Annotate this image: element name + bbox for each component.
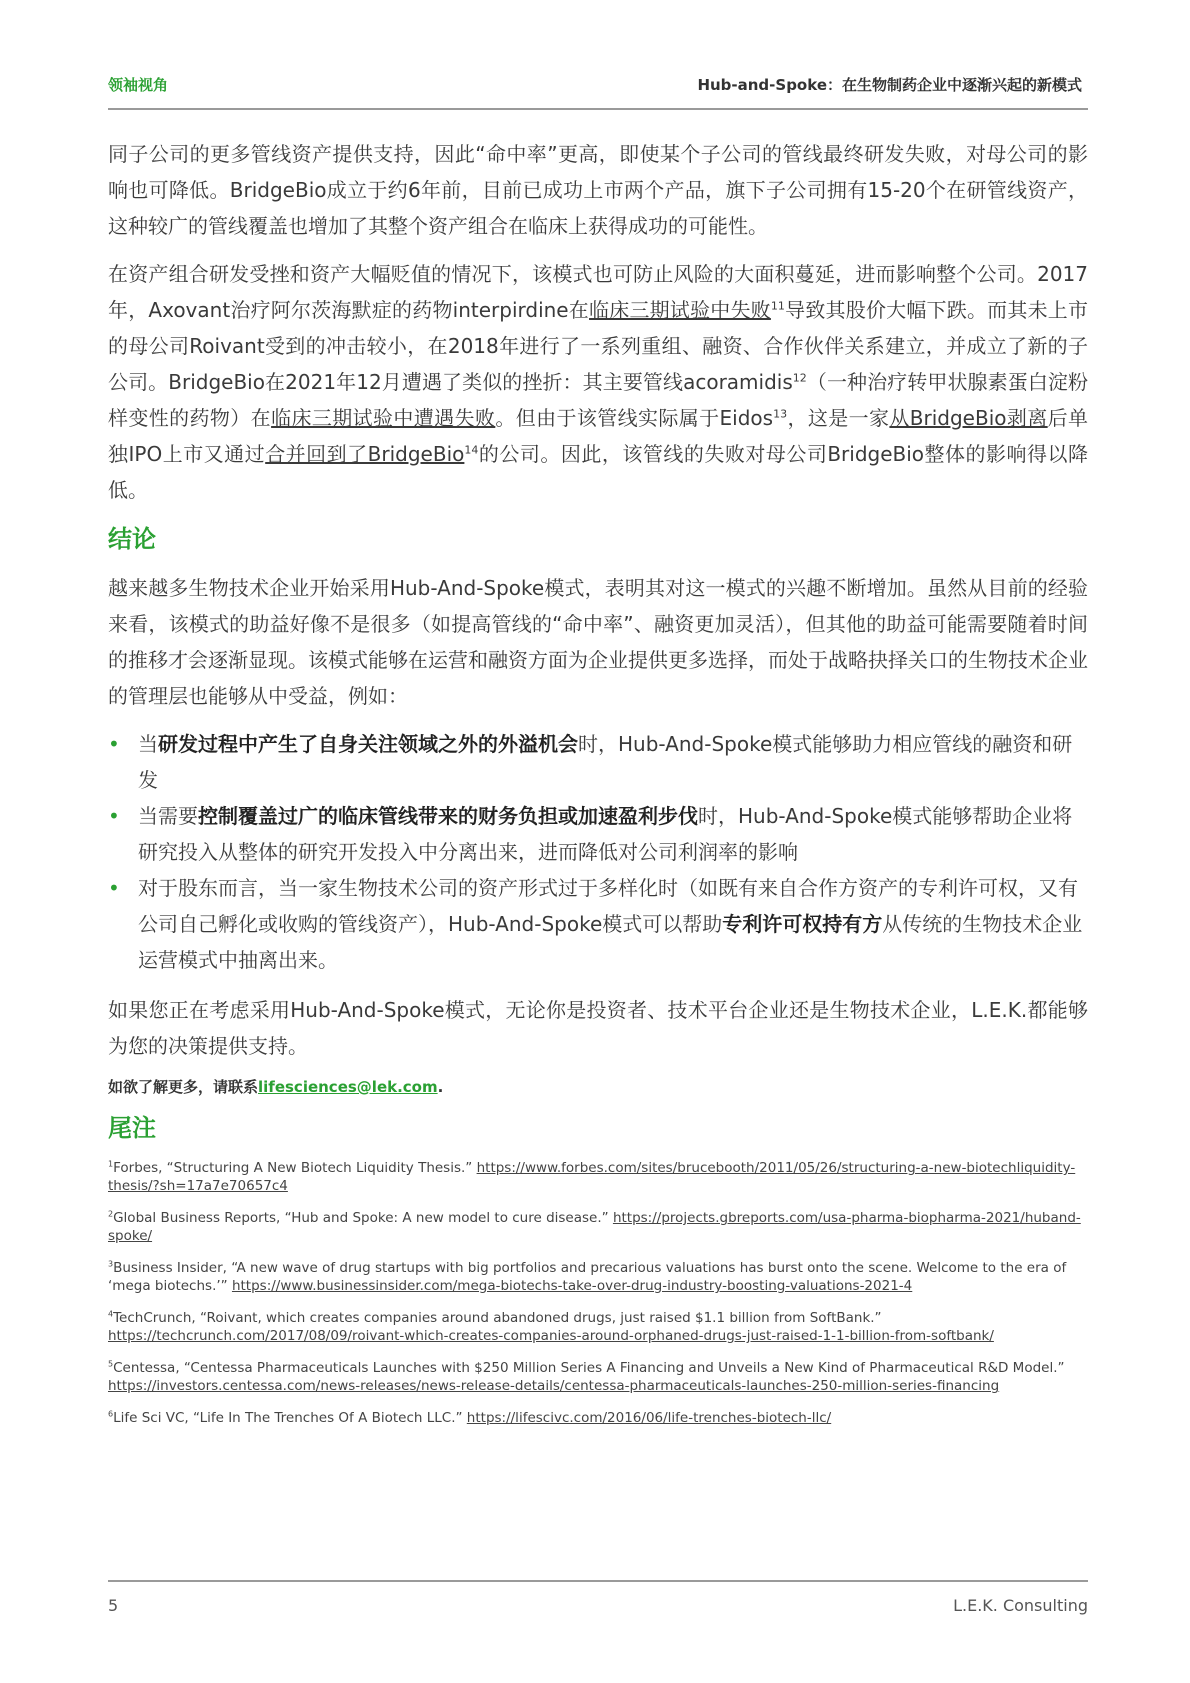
main-content <box>108 136 1088 1441</box>
link-merge-back[interactable]: 合并回到了BridgeBio <box>265 442 465 466</box>
contact-email-link[interactable]: lifesciences@lek.com <box>258 1078 438 1096</box>
list-item: • 当需要控制覆盖过广的临床管线带来的财务负担或加速盈利步伐时，Hub-And-Spoke模式能够帮助企业将研究投入从整体的研究开发投入中分离出来，进而降低对公司利润率的影响 <box>108 798 1088 870</box>
conclusion-closing: 如果您正在考虑采用Hub-And-Spoke模式，无论你是投资者、技术平台企业还是生物技术企业，L.E.K.都能够为您的决策提供支持。 <box>108 998 1088 1058</box>
page-footer <box>108 1596 1088 1620</box>
link-spinoff[interactable]: 从BridgeBio剥离 <box>889 406 1048 430</box>
section-label: 领袖视角 <box>108 76 169 94</box>
endnote-link[interactable]: https://investors.centessa.com/news-releases/news-release-details/centessa-pharmaceuticals-launches-250-million-series-financing <box>108 1378 1000 1394</box>
endnote: $^2$Global Business Reports, “Hub and Spoke: A new model to cure disease.” https://projects.gbreports.com/usa-pharma-biopharma-2021/huband-spoke/ <box>108 1209 1081 1244</box>
endnote: $^5$Centessa, “Centessa Pharmaceuticals Launches with $250 Million Series A Financing and Unveils a New Kind of Pharmaceutical R&D Model.” https://investors.centessa.com/news-releases/news-release-details/centessa-pharmaceuticals-launches-250-million-series-financing <box>108 1359 1065 1394</box>
endnote: $^4$TechCrunch, “Roivant, which creates companies around abandoned drugs, just raised $1.1 billion from SoftBank.” https://techcrunch.com/2017/08/09/roivant-which-creates-companies-around-orphaned-drugs-just-raised-1-1-billion-from-softbank/ <box>108 1309 994 1344</box>
conclusion-heading: 结论 <box>108 525 156 553</box>
link-phase3-setback[interactable]: 临床三期试验中遭遇失败 <box>271 406 496 430</box>
list-item: • 对于股东而言，当一家生物技术公司的资产形式过于多样化时（如既有来自合作方资产的专利许可权，又有公司自己孵化或收购的管线资产），Hub-And-Spoke模式可以帮助专利许可权持有方从传统的生物技术企业运营模式中抽离出来。 <box>108 870 1088 978</box>
header-divider <box>108 108 1088 110</box>
document-title: Hub-and-Spoke：在生物制药企业中逐渐兴起的新模式 <box>697 76 1082 94</box>
endnotes-heading: 尾注 <box>108 1114 156 1142</box>
page-header <box>108 74 1082 98</box>
endnote-link[interactable]: https://www.forbes.com/sites/brucebooth/2011/05/26/structuring-a-new-biotechliquidity-thesis/?sh=17a7e70657c4 <box>108 1160 1076 1194</box>
page-number: 5 <box>108 1596 119 1615</box>
footer-divider <box>108 1580 1088 1582</box>
paragraph-2: 在资产组合研发受挫和资产大幅贬值的情况下，该模式也可防止风险的大面积蔓延，进而影响整个公司。2017年，Axovant治疗阿尔茨海默症的药物interpirdine在临床三期试验中失败$^{11}$导致其股价大幅下跌。而其未上市的母公司Roivant受到的冲击较小，在2018年进行了一系列重组、融资、合作伙伴关系建立，并成立了新的子公司。BridgeBio在2021年12月遭遇了类似的挫折：其主要管线acoramidis$^{12}$（一种治疗转甲状腺素蛋白淀粉样变性的药物）在临床三期试验中遭遇失败。但由于该管线实际属于Eidos$^{13}$，这是一家从BridgeBio剥离后单独IPO上市又通过合并回到了BridgeBio$^{14}$的公司。因此，该管线的失败对母公司BridgeBio整体的影响得以降低。 <box>108 262 1089 502</box>
bullet-icon: • <box>108 732 120 756</box>
endnote-link[interactable]: https://projects.gbreports.com/usa-pharma-biopharma-2021/huband-spoke/ <box>108 1210 1081 1244</box>
conclusion-intro: 越来越多生物技术企业开始采用Hub-And-Spoke模式，表明其对这一模式的兴趣不断增加。虽然从目前的经验来看，该模式的助益好像不是很多（如提高管线的“命中率”、融资更加灵活），但其他的助益可能需要随着时间的推移才会逐渐显现。该模式能够在运营和融资方面为企业提供更多选择，而处于战略抉择关口的生物技术企业的管理层也能够从中受益，例如： <box>108 576 1088 708</box>
benefit-list <box>108 726 1088 978</box>
endnote-link[interactable]: https://lifescivc.com/2016/06/life-trenches-biotech-llc/ <box>466 1410 832 1426</box>
endnote-link[interactable]: https://techcrunch.com/2017/08/09/roivant-which-creates-companies-around-orphaned-drugs-just-raised-1-1-billion-from-softbank/ <box>108 1328 994 1344</box>
endnote: $^6$Life Sci VC, “Life In The Trenches Of A Biotech LLC.” https://lifescivc.com/2016/06/life-trenches-biotech-llc/ <box>108 1409 832 1426</box>
list-item: • 当研发过程中产生了自身关注领域之外的外溢机会时，Hub-And-Spoke模式能够助力相应管线的融资和研发 <box>108 726 1088 798</box>
bullet-icon: • <box>108 876 120 900</box>
endnote: $^3$Business Insider, “A new wave of drug startups with big portfolios and precarious valuations has burst onto the scene. Welcome to the era of ‘mega biotechs.’” https://www.businessinsider.com/mega-biotechs-take-over-drug-industry-boosting-valuations-2021-4 <box>108 1259 1067 1294</box>
endnote: $^1$Forbes, “Structuring A New Biotech Liquidity Thesis.” https://www.forbes.com/sites/brucebooth/2011/05/26/structuring-a-new-biotechliquidity-thesis/?sh=17a7e70657c4 <box>108 1159 1076 1194</box>
paragraph-1: 同子公司的更多管线资产提供支持，因此“命中率”更高，即使某个子公司的管线最终研发失败，对母公司的影响也可降低。BridgeBio成立于约6年前，目前已成功上市两个产品，旗下子公司拥有15-20个在研管线资产，这种较广的管线覆盖也增加了其整个资产组合在临床上获得成功的可能性。 <box>108 142 1088 238</box>
endnotes-list <box>108 1159 1088 1427</box>
contact-line: 如欲了解更多，请联系lifesciences@lek.com. <box>108 1078 444 1096</box>
link-phase3-failure[interactable]: 临床三期试验中失败 <box>589 298 771 322</box>
bullet-icon: • <box>108 804 120 828</box>
endnote-link[interactable]: https://www.businessinsider.com/mega-biotechs-take-over-drug-industry-boosting-valuations-2021-4 <box>231 1278 913 1294</box>
brand-name: L.E.K. Consulting <box>953 1596 1088 1615</box>
